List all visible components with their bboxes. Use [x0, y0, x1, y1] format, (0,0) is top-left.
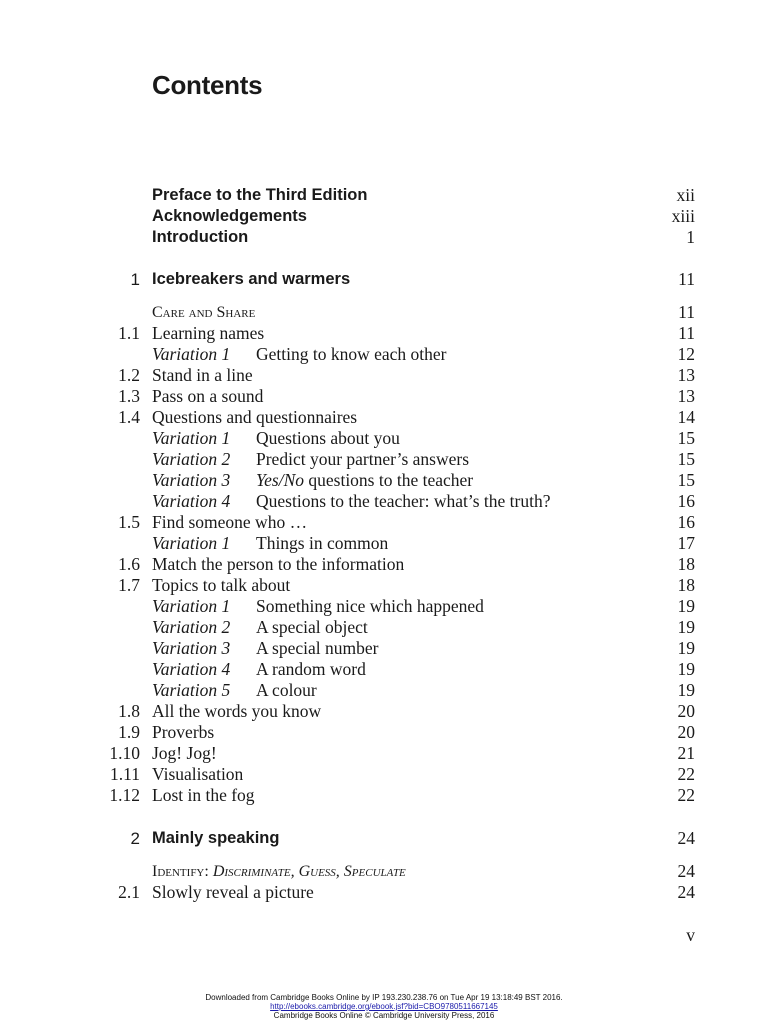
- entry-number: 1.6: [118, 554, 140, 574]
- entry-title: [152, 617, 368, 638]
- entry-title: [152, 323, 264, 344]
- toc-entry[interactable]: [0, 722, 768, 743]
- entry-page: 24: [677, 882, 695, 902]
- entry-title-text: Jog! Jog!: [152, 743, 217, 763]
- entry-title: [152, 344, 447, 365]
- toc-entry[interactable]: [0, 407, 768, 428]
- toc-entry[interactable]: [0, 365, 768, 386]
- entry-title: [152, 428, 400, 449]
- entry-title-text: A special number: [256, 638, 379, 658]
- footer-line-1: Downloaded from Cambridge Books Online by IP 193.230.238.76 on Tue Apr 19 13:18:49 BST 2016.: [205, 993, 563, 1002]
- toc-entry[interactable]: [0, 764, 768, 785]
- entry-page: 19: [677, 659, 695, 679]
- entry-title-text: Something nice which happened: [256, 596, 484, 616]
- toc-entry-preface[interactable]: [0, 185, 768, 206]
- section-title: [152, 861, 406, 882]
- entry-title: [152, 407, 357, 428]
- entry-title-text: Topics to talk about: [152, 575, 291, 595]
- entry-number: 1.11: [110, 764, 140, 784]
- entry-page: 15: [677, 470, 695, 490]
- toc-entry-page: xii: [676, 185, 695, 205]
- toc-entry[interactable]: [0, 785, 768, 806]
- entry-page: 18: [677, 554, 695, 574]
- entry-title: [152, 638, 378, 659]
- entry-title-text: Lost in the fog: [152, 785, 255, 805]
- entry-title-text: Questions about you: [256, 428, 400, 448]
- toc-variation-entry[interactable]: [0, 533, 768, 554]
- entry-title-text: Match the person to the information: [152, 554, 405, 574]
- entry-title-italic: Yes/No: [256, 470, 304, 490]
- toc-variation-entry[interactable]: [0, 449, 768, 470]
- entry-title-text: All the words you know: [152, 701, 322, 721]
- footer-line-3: Cambridge Books Online © Cambridge University Press, 2016: [273, 1011, 495, 1020]
- entry-title-text: A special object: [256, 617, 368, 637]
- toc-section-heading[interactable]: [0, 302, 768, 323]
- entry-page: 22: [677, 785, 695, 805]
- entry-page: 20: [677, 722, 695, 742]
- variation-label: Variation 5: [152, 680, 231, 700]
- entry-title: [152, 365, 253, 386]
- toc-entry[interactable]: [0, 512, 768, 533]
- entry-title: [152, 512, 307, 533]
- toc-entry[interactable]: [0, 743, 768, 764]
- chapter-number: 2: [130, 829, 140, 848]
- entry-title: [152, 659, 366, 680]
- section-title-italic: Discriminate, Guess, Speculate: [212, 863, 406, 880]
- entry-page: 19: [677, 680, 695, 700]
- entry-page: 18: [677, 575, 695, 595]
- entry-page: 16: [677, 512, 695, 532]
- section-page: 11: [678, 302, 695, 322]
- toc-entry[interactable]: [0, 323, 768, 344]
- entry-title: [152, 743, 217, 764]
- entry-page: 15: [677, 428, 695, 448]
- entry-title-text: Find someone who …: [152, 512, 308, 532]
- entry-page: 11: [678, 323, 695, 343]
- entry-number: 1.10: [109, 743, 140, 763]
- entry-title-text: Things in common: [256, 533, 389, 553]
- toc-chapter-2[interactable]: [0, 828, 768, 849]
- section-page: 24: [677, 861, 695, 881]
- entry-title: Slowly reveal a picture: [152, 882, 314, 902]
- toc-entry-acknowledgements[interactable]: [0, 206, 768, 227]
- entry-title: [152, 533, 388, 554]
- entry-title-text: Predict your partner’s answers: [256, 449, 470, 469]
- variation-label: Variation 1: [152, 344, 231, 364]
- chapter-title: Icebreakers and warmers: [152, 270, 351, 288]
- toc-variation-entry[interactable]: [0, 491, 768, 512]
- section-title-prefix: Identify:: [152, 863, 213, 880]
- toc-variation-entry[interactable]: [0, 596, 768, 617]
- entry-title-text: Questions to the teacher: what’s the truth?: [256, 491, 551, 511]
- entry-page: 19: [677, 596, 695, 616]
- chapter-page: 11: [678, 269, 695, 289]
- entry-page: 21: [677, 743, 695, 763]
- entry-page: 22: [677, 764, 695, 784]
- entry-title-text: Questions and questionnaires: [152, 407, 358, 427]
- entry-title: [152, 785, 255, 806]
- toc-entry-page: xiii: [671, 206, 695, 226]
- variation-label: Variation 1: [152, 533, 231, 553]
- entry-title: [152, 596, 484, 617]
- toc-entry[interactable]: [0, 882, 768, 903]
- entry-number: 1.12: [109, 785, 140, 805]
- toc-variation-entry[interactable]: [0, 659, 768, 680]
- entry-page: 19: [677, 638, 695, 658]
- entry-title: [152, 491, 551, 512]
- entry-title-text: Getting to know each other: [256, 344, 447, 364]
- entry-title-text: A colour: [256, 680, 317, 700]
- entry-title-text: A random word: [256, 659, 366, 679]
- variation-label: Variation 3: [152, 470, 231, 490]
- variation-label: Variation 3: [152, 638, 231, 658]
- entry-title-text: Proverbs: [152, 722, 215, 742]
- entry-title: [152, 764, 243, 785]
- entry-title: [152, 680, 317, 701]
- entry-page: 13: [677, 365, 695, 385]
- toc-entry[interactable]: [0, 386, 768, 407]
- entry-title-text: Pass on a sound: [152, 386, 264, 406]
- download-footer: [0, 993, 768, 1020]
- toc-entry[interactable]: [0, 575, 768, 596]
- toc-variation-entry[interactable]: [0, 638, 768, 659]
- entry-number: 1.7: [118, 575, 140, 595]
- entry-number: 1.2: [118, 365, 140, 385]
- entry-number: 1.4: [118, 407, 140, 427]
- chapter-number: 1: [130, 270, 140, 289]
- entry-number: 1.1: [118, 323, 140, 343]
- entry-title: [152, 554, 404, 575]
- entry-title-text: questions to the teacher: [304, 470, 474, 490]
- footer-link[interactable]: http://ebooks.cambridge.org/ebook.jsf?bid=CBO9780511667145: [270, 1002, 498, 1011]
- toc-entry-title: Introduction: [152, 228, 249, 246]
- entry-number: 1.9: [118, 722, 140, 742]
- toc-chapter-1[interactable]: [0, 269, 768, 290]
- entry-title: [152, 575, 290, 596]
- chapter-title: Mainly speaking: [152, 829, 280, 847]
- toc-entry-title: Preface to the Third Edition: [152, 186, 368, 204]
- entry-page: 13: [677, 386, 695, 406]
- entry-page: 19: [677, 617, 695, 637]
- entry-title-text: Learning names: [152, 323, 265, 343]
- variation-label: Variation 1: [152, 596, 231, 616]
- entry-title-text: Visualisation: [152, 764, 244, 784]
- entry-title: [152, 722, 214, 743]
- page-folio: v: [686, 925, 695, 945]
- entry-page: 17: [677, 533, 695, 553]
- variation-label: Variation 2: [152, 449, 231, 469]
- toc-section-heading[interactable]: [0, 861, 768, 882]
- toc-entry-title: Acknowledgements: [152, 207, 307, 225]
- toc-variation-entry[interactable]: [0, 470, 768, 491]
- toc-entry-introduction[interactable]: [0, 227, 768, 248]
- toc-variation-entry[interactable]: [0, 680, 768, 701]
- entry-title: [152, 470, 473, 491]
- page-title: Contents: [152, 70, 263, 100]
- entry-title: [152, 386, 263, 407]
- entry-title: [152, 701, 321, 722]
- variation-label: Variation 1: [152, 428, 231, 448]
- toc-entry[interactable]: [0, 554, 768, 575]
- variation-label: Variation 4: [152, 659, 231, 679]
- entry-number: 1.3: [118, 386, 140, 406]
- entry-page: 15: [677, 449, 695, 469]
- entry-title: [152, 449, 469, 470]
- toc-entry[interactable]: [0, 701, 768, 722]
- entry-page: 16: [677, 491, 695, 511]
- section-title: Care and Share: [152, 304, 256, 321]
- chapter-page: 24: [677, 828, 695, 848]
- entry-page: 14: [677, 407, 695, 427]
- variation-label: Variation 4: [152, 491, 231, 511]
- toc-variation-entry[interactable]: [0, 617, 768, 638]
- entry-number: 1.8: [118, 701, 140, 721]
- toc-entry-page: 1: [686, 227, 695, 247]
- entry-title-text: Stand in a line: [152, 365, 253, 385]
- entry-number: 2.1: [118, 882, 140, 902]
- entry-page: 12: [677, 344, 695, 364]
- variation-label: Variation 2: [152, 617, 231, 637]
- toc-variation-entry[interactable]: [0, 428, 768, 449]
- entry-page: 20: [677, 701, 695, 721]
- toc-variation-entry[interactable]: [0, 344, 768, 365]
- entry-number: 1.5: [118, 512, 140, 532]
